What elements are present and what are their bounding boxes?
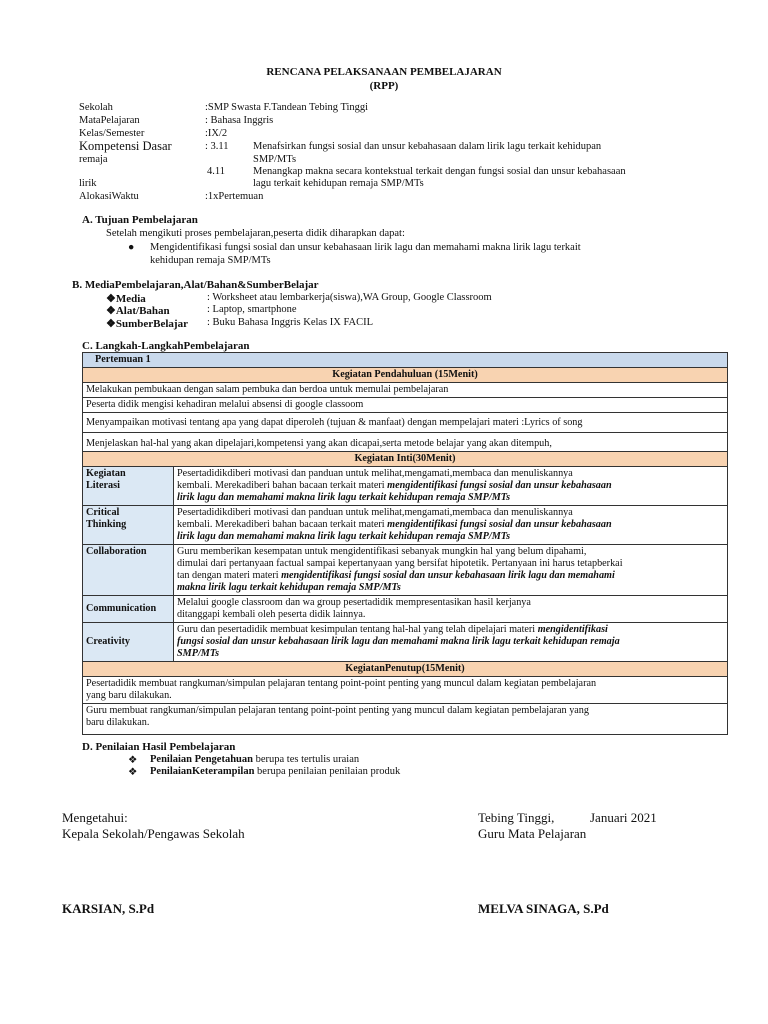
penilaian-item-1 <box>150 754 359 765</box>
penilaian-item-2 <box>150 766 400 777</box>
inti-header: Kegiatan Inti(30Menit) <box>83 452 728 467</box>
pendahuluan-row: Menyampaikan motivasi tentang apa yang dapat diperoleh (tujuan & manfaat) dengan mempelajari materi :Lyrics of song <box>83 413 728 433</box>
kd-311-num: : 3.11 <box>205 141 229 152</box>
collab-content <box>174 545 728 596</box>
critical-label-2: Thinking <box>86 519 127 530</box>
mengetahui-label: Mengetahui: <box>62 810 128 825</box>
bullet-icon: ❖ <box>128 767 138 778</box>
section-a-heading: A. Tujuan Pembelajaran <box>82 214 198 226</box>
kelas-value: :IX/2 <box>205 128 228 139</box>
date-label: Januari 2021 <box>590 810 657 825</box>
critical-content <box>174 506 728 545</box>
creat-text-1: Guru dan pesertadidik membuat kesimpulan tentang hal-hal yang telah dipelajari materi <box>177 624 538 635</box>
penutup-row-2 <box>83 704 728 735</box>
tujuan-bullet-2: kehidupan remaja SMP/MTs <box>150 255 271 266</box>
literasi-text-1: Pesertadidikdiberi motivasi dan panduan untuk melihat,mengamati,membaca dan menuliskannya <box>177 468 573 479</box>
comm-text-1: Melalui google classroom dan wa group pesertadidik mempresentasikan hasil kerjanya <box>177 597 531 608</box>
literasi-line-2 <box>177 480 724 492</box>
collab-line-3 <box>177 570 724 582</box>
kd-411-text-1: Menangkap makna secara kontekstual terkait dengan fungsi sosial dan unsur kebahasaan <box>253 166 626 177</box>
critical-line-2 <box>177 519 724 531</box>
kepala-sekolah-label: Kepala Sekolah/Pengawas Sekolah <box>62 826 245 841</box>
creat-line-1 <box>177 624 724 636</box>
section-d-heading: D. Penilaian Hasil Pembelajaran <box>82 741 236 753</box>
pendahuluan-header: Kegiatan Pendahuluan (15Menit) <box>83 368 728 383</box>
comm-label: Communication <box>83 596 174 623</box>
sekolah-value: :SMP Swasta F.Tandean Tebing Tinggi <box>205 102 369 113</box>
section-c-heading: C. Langkah-LangkahPembelajaran <box>82 340 250 352</box>
kepala-sekolah-name: KARSIAN, S.Pd <box>62 901 155 916</box>
creat-bold-3: SMP/MTs <box>177 648 220 659</box>
literasi-bold-2: lirik lagu dan memahami makna lirik lagu terkait kehidupan remaja SMP/MTs <box>177 492 511 503</box>
creat-label: Creativity <box>83 623 174 662</box>
tujuan-bullet-1: Mengidentifikasi fungsi sosial dan unsur kebahasaan lirik lagu dan memahami makna lirik lagu terkait <box>150 242 581 253</box>
bullet-icon: ❖ <box>128 755 138 766</box>
alat-label: ❖Alat/Bahan <box>106 305 170 317</box>
collab-bold-1: mengidentifikasi fungsi sosial dan unsur kebahasaan lirik lagu dan memahami <box>281 570 615 581</box>
media-value: : Worksheet atau lembarkerja(siswa),WA Group, Google Classroom <box>207 292 492 303</box>
penutup-header: KegiatanPenutup(15Menit) <box>83 662 728 677</box>
literasi-bold-1: mengidentifikasi fungsi sosial dan unsur kebahasaan <box>387 480 612 491</box>
penilaian-item-2-label: PenilaianKeterampilan <box>150 766 255 777</box>
creat-content <box>174 623 728 662</box>
literasi-text-2: kembali. Merekadiberi bahan bacaan terkait materi <box>177 480 388 491</box>
section-a-intro: Setelah mengikuti proses pembelajaran,peserta didik diharapkan dapat: <box>106 228 405 239</box>
kd-311-text-1: Menafsirkan fungsi sosial dan unsur kebahasaan dalam lirik lagu terkait kehidupan <box>253 141 602 152</box>
sekolah-label: Sekolah <box>79 102 113 113</box>
mapel-value: : Bahasa Inggris <box>205 115 274 126</box>
penilaian-item-1-text: berupa tes tertulis uraian <box>252 754 360 765</box>
literasi-label-2: Literasi <box>86 480 120 491</box>
section-b-heading: B. MediaPembelajaran,Alat/Bahan&SumberBelajar <box>72 279 319 291</box>
collab-label: Collaboration <box>83 545 174 596</box>
pertemuan-row: Pertemuan 1 <box>83 353 728 368</box>
penutup-row-2a: Guru membuat rangkuman/simpulan pelajaran tentang point-point penting yang muncul dalam kegiatan pembelajaran yang <box>86 705 589 716</box>
document-title: RENCANA PELAKSANAAN PEMBELAJARAN <box>266 66 502 78</box>
critical-text-2: kembali. Merekadiberi bahan bacaan terkait materi <box>177 519 388 530</box>
literasi-content <box>174 467 728 506</box>
collab-bold-2: makna lirik lagu terkait kehidupan remaja SMP/MTs <box>177 582 401 593</box>
kd-411-label-cont: lirik <box>79 178 97 189</box>
creat-bold-2: fungsi sosial dan unsur kebahasaan lirik lagu dan memahami makna lirik lagu terkait kehidupan remaja <box>177 636 620 647</box>
literasi-label-1: Kegiatan <box>86 468 126 479</box>
penutup-row-1a: Pesertadidik membuat rangkuman/simpulan pelajaran tentang point-point penting yang muncul dalam kegiatan pembelajaran <box>86 678 597 689</box>
kd-411-num: 4.11 <box>207 166 225 177</box>
critical-label-1: Critical <box>86 507 120 518</box>
comm-content <box>174 596 728 623</box>
sumber-label: ❖SumberBelajar <box>106 318 188 330</box>
penutup-row-2b: baru dilakukan. <box>86 717 150 728</box>
literasi-label <box>83 467 174 506</box>
kd-label: Kompetensi Dasar <box>79 139 172 153</box>
document-subtitle: (RPP) <box>369 80 399 92</box>
bullet-dot: ● <box>128 242 135 253</box>
penilaian-item-1-label: Penilaian Pengetahuan <box>150 754 253 765</box>
collab-text-3: tan dengan materi materi <box>177 570 282 581</box>
penilaian-item-2-text: berupa penilaian penilaian produk <box>254 766 401 777</box>
collab-text-1: Guru memberikan kesempatan untuk mengidentifikasi sebanyak mungkin hal yang belum dipahami, <box>177 546 587 557</box>
kelas-label: Kelas/Semester <box>79 128 145 139</box>
langkah-table <box>82 352 728 735</box>
kd-311-text-2: SMP/MTs <box>253 154 297 165</box>
pendahuluan-row: Peserta didik mengisi kehadiran melalui absensi di google classoom <box>83 398 728 413</box>
critical-label <box>83 506 174 545</box>
comm-text-2: ditanggapi kembali oleh peserta didik lainnya. <box>177 609 366 620</box>
waktu-label: AlokasiWaktu <box>79 191 139 202</box>
collab-text-2: dimulai dari pertanyaan factual sampai kepertanyaan yang bersifat hipotetik. Pertanyaan ini harus tetapberkai <box>177 558 623 569</box>
place-label: Tebing Tinggi, <box>478 810 555 825</box>
critical-text-1: Pesertadidikdiberi motivasi dan panduan untuk melihat,mengamati,membaca dan menuliskannya <box>177 507 573 518</box>
waktu-value: :1xPertemuan <box>205 191 264 202</box>
sumber-value: : Buku Bahasa Inggris Kelas IX FACIL <box>207 317 374 328</box>
kd-411-text-2: lagu terkait kehidupan remaja SMP/MTs <box>253 178 424 189</box>
penutup-row-1 <box>83 677 728 704</box>
critical-bold-2: lirik lagu dan memahami makna lirik lagu terkait kehidupan remaja SMP/MTs <box>177 531 511 542</box>
media-label: ❖Media <box>106 293 146 305</box>
guru-name: MELVA SINAGA, S.Pd <box>478 901 609 916</box>
guru-label: Guru Mata Pelajaran <box>478 826 587 841</box>
critical-bold-1: mengidentifikasi fungsi sosial dan unsur kebahasaan <box>387 519 612 530</box>
kd-label-cont: remaja <box>79 154 108 165</box>
pendahuluan-row: Menjelaskan hal-hal yang akan dipelajari,kompetensi yang akan dicapai,serta metode belajar yang akan ditempuh, <box>83 433 728 452</box>
mapel-label: MataPelajaran <box>79 115 140 126</box>
creat-bold-1: mengidentifikasi <box>537 624 608 635</box>
penutup-row-1b: yang baru dilakukan. <box>86 690 172 701</box>
pendahuluan-row: Melakukan pembukaan dengan salam pembuka dan berdoa untuk memulai pembelajaran <box>83 383 728 398</box>
alat-value: : Laptop, smartphone <box>207 304 297 315</box>
